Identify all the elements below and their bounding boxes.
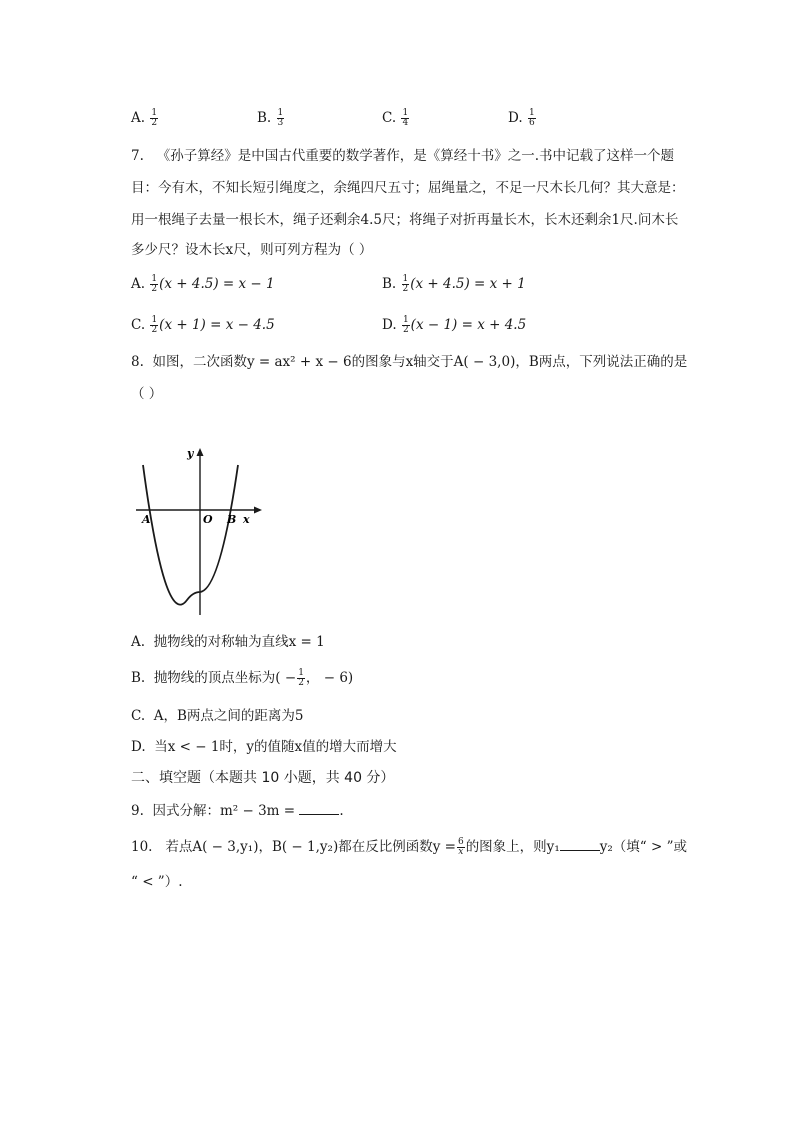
answer-blank[interactable] (299, 800, 339, 815)
q7-option-d: D. $\frac{1}{2}$ (x − 1) = x + 4.5 (382, 315, 527, 335)
q8-line-1: 8. 如图，二次函数y = ax² + x − 6的图象与x轴交于A( − 3,0)，B两点，下列说法正确的是 (131, 354, 688, 370)
parabola-curve (143, 465, 238, 605)
point-a-label: A (142, 513, 151, 526)
x-label: x (243, 513, 250, 526)
q6-option-d: D. $\frac{1}{6}$ (508, 108, 535, 128)
q9-line: 9. 因式分解：m² − 3m = . (131, 800, 344, 821)
y-label: y (187, 447, 194, 460)
q8-option-d: D. 当x < − 1时，y的值随x值的增大而增大 (131, 739, 397, 755)
q6-option-b: B. $\frac{1}{3}$ (257, 108, 284, 128)
q6-option-c: C. $\frac{1}{4}$ (382, 108, 409, 128)
fraction: $\frac{1}{6}$ (528, 108, 535, 128)
fraction: $\frac{1}{2}$ (151, 315, 158, 335)
fraction: $\frac{1}{2}$ (298, 668, 304, 688)
section-heading: 二、填空题（本题共 10 小题，共 40 分） (131, 770, 395, 786)
question-number: 9. (131, 803, 144, 819)
fraction: $\frac{6}{x}$ (457, 837, 464, 857)
question-number: 8. (131, 354, 144, 370)
question-number: 7. (131, 148, 144, 164)
x-axis-arrow (254, 507, 262, 514)
q7-line-2: 目：今有木，不知长短引绳度之，余绳四尺五寸；屈绳量之，不足一尺木长几何？其大意是： (131, 180, 685, 196)
fraction: $\frac{1}{2}$ (151, 108, 158, 128)
fraction: $\frac{1}{4}$ (402, 108, 409, 128)
q7-option-b: B. $\frac{1}{2}$ (x + 4.5) = x + 1 (382, 274, 526, 294)
q6-option-a: A. $\frac{1}{2}$ (131, 108, 158, 128)
y-axis-arrow (197, 448, 204, 456)
answer-blank[interactable] (560, 836, 600, 851)
q7-option-a: A. $\frac{1}{2}$ (x + 4.5) = x − 1 (131, 274, 275, 294)
q10-line-2: “ < ”）. (131, 874, 183, 890)
q7-line-1: 7. 《孙子算经》是中国古代重要的数学著作，是《算经十书》之一.书中记载了这样一个题 (131, 148, 675, 164)
fraction: $\frac{1}{2}$ (151, 274, 158, 294)
q7-line-3: 用一根绳子去量一根长木，绳子还剩余4.5尺；将绳子对折再量长木，长木还剩余1尺.问木长 (131, 212, 679, 228)
q7-line-4: 多少尺？设木长x尺，则可列方程为（ ） (131, 242, 373, 258)
fraction: $\frac{1}{3}$ (277, 108, 284, 128)
q8-option-a: A. 抛物线的对称轴为直线x = 1 (131, 634, 325, 650)
q8-option-c: C. A，B两点之间的距离为5 (131, 708, 304, 724)
parabola-figure (130, 440, 270, 620)
origin-label: O (203, 513, 213, 526)
question-number: 10. (131, 839, 153, 855)
q8-option-b: B. 抛物线的顶点坐标为( − $\frac{1}{2}$ ， − 6) (131, 668, 354, 688)
fraction: $\frac{1}{2}$ (402, 315, 409, 335)
q7-option-c: C. $\frac{1}{2}$ (x + 1) = x − 4.5 (131, 315, 275, 335)
fraction: $\frac{1}{2}$ (402, 274, 409, 294)
q10-line-1: 10. 若点A( − 3,y₁)，B( − 1,y₂)都在反比例函数y = $\frac{6}{x}$ 的图象上，则y₁ y₂（填“ > ”或 (131, 837, 687, 857)
q8-line-2: （ ） (131, 386, 163, 402)
point-b-label: B (227, 513, 237, 526)
